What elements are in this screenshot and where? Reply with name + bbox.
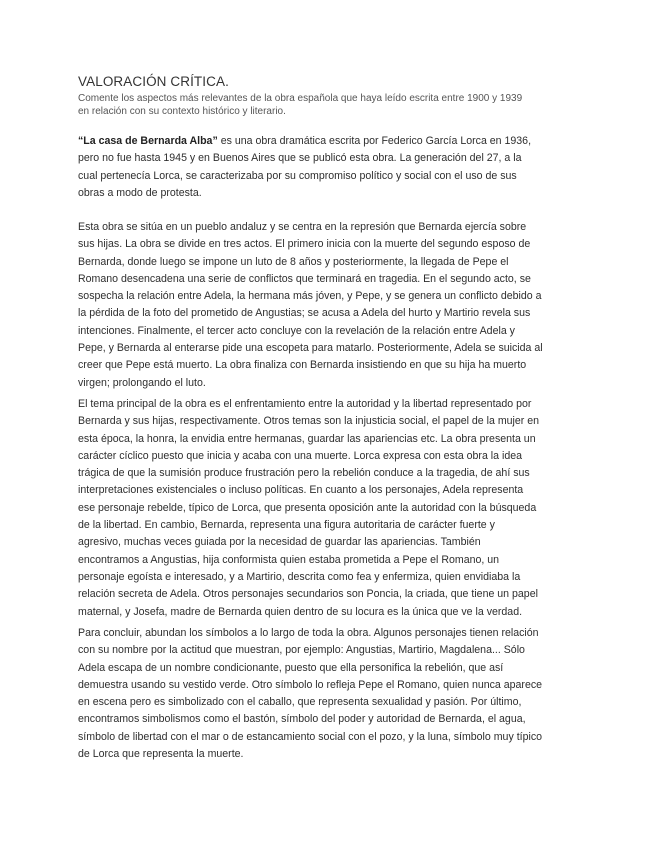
- paragraph-line: encontramos simbolismos como el bastón, símbolo del poder y autoridad de Bernarda, el agua,: [78, 713, 526, 726]
- paragraph-line: El tema principal de la obra es el enfrentamiento entre la autoridad y la libertad representado por: [78, 398, 532, 410]
- paragraph-line: Esta obra se sitúa en un pueblo andaluz y se centra en la represión que Bernarda ejercía sobre: [78, 221, 527, 233]
- paragraph-line: obras a modo de protesta.: [78, 186, 202, 199]
- paragraph-line: en escena pero es simbolizado con el caballo, que representa sexualidad y pasión. Por último,: [78, 696, 522, 709]
- paragraph-line: virgen; prolongando el luto.: [78, 376, 206, 389]
- paragraph-line: Para concluir, abundan los símbolos a lo largo de toda la obra. Algunos personajes tienen relación: [78, 627, 539, 639]
- paragraph-line: la pérdida de la foto del prometido de Angustias; se acusa a Adela del hurto y Martirio revela sus: [78, 307, 531, 320]
- paragraph-line: creer que Pepe está muerto. La obra finaliza con Bernarda insistiendo en que su hija ha muerto: [78, 359, 527, 372]
- prompt-line: Comente los aspectos más relevantes de la obra española que haya leído escrita entre 1900 y 1939: [78, 93, 523, 104]
- paragraph-conclusion: [78, 625, 598, 763]
- paragraph-line: interpretaciones existenciales o incluso políticas. En cuanto a los personajes, Adela representa: [78, 484, 524, 497]
- paragraph-line: encontramos a Angustias, hija conformista quien estaba prometida a Pepe el Romano, un: [78, 553, 500, 566]
- paragraph-plot: [78, 219, 598, 392]
- paragraph-line: esta época, la honra, la envidia entre hermanas, guardar las apariencias etc. La obra presenta un: [78, 432, 536, 445]
- paragraph-line: relación secreta de Adela. Otros personajes secundarios son Poncia, la criada, que tiene un papel: [78, 588, 538, 601]
- paragraph-line: Romano desencadena una serie de conflictos que terminará en tragedia. En el segundo acto, se: [78, 272, 531, 285]
- paragraph-line: sus hijas. La obra se divide en tres actos. El primero inicia con la muerte del segundo esposo de: [78, 238, 531, 251]
- question-prompt: [78, 92, 522, 118]
- paragraph-line: [78, 133, 598, 150]
- paragraph-line: Bernarda, donde luego se impone un luto de 8 años y posteriormente, la llegada de Pepe el: [78, 255, 509, 268]
- paragraph-line: de la libertad. En cambio, Bernarda, representa una figura autoritaria de carácter fuerte y: [78, 519, 495, 532]
- paragraph-line: símbolo de libertad con el mar o de estancamiento social con el pozo, y la luna, símbolo muy típico: [78, 730, 543, 743]
- line-text: es una obra dramática escrita por Federico García Lorca en 1936,: [217, 135, 532, 147]
- paragraph-line: carácter cíclico puesto que inicia y acaba con una muerte. Lorca expresa con esta obra la idea: [78, 449, 523, 462]
- paragraph-line: cual pertenecía Lorca, se caracterizaba por su compromiso político y social con el uso de sus: [78, 169, 517, 182]
- paragraph-line: Bernarda y sus hijas, respectivamente. Otros temas son la injusticia social, el papel de la mujer en: [78, 415, 540, 428]
- paragraph-line: intenciones. Finalmente, el tercer acto concluye con la revelación de la relación entre Adela y: [78, 324, 515, 337]
- work-title: “La casa de Bernarda Alba”: [78, 135, 218, 147]
- paragraph-line: maternal, y Josefa, madre de Bernarda quien dentro de su locura es la única que ve la verdad.: [78, 605, 523, 618]
- paragraph-line: personaje egoísta e interesado, y a Martirio, descrita como fea y enfermiza, quien envidiaba la: [78, 570, 521, 583]
- paragraph-line: sospecha la relación entre Adela, la hermana más jóven, y Pepe, y se genera un conflicto debido a: [78, 290, 542, 303]
- paragraph-line: trágica de que la sumisión produce frustración pero la rebelión conduce a la tragedia, de ahí sus: [78, 467, 530, 480]
- paragraph-themes: [78, 396, 598, 621]
- paragraph-line: agresivo, muchas veces guiada por la necesidad de guardar las apariencias. También: [78, 536, 481, 549]
- paragraph-line: ese personaje rebelde, típico de Lorca, que presenta oposición ante la autoridad con la búsqueda: [78, 501, 537, 514]
- paragraph-line: demuestra usando su vestido verde. Otro símbolo lo refleja Pepe el Romano, quien nunca aparece: [78, 678, 543, 691]
- paragraph-line: de Lorca que representa la muerte.: [78, 748, 244, 761]
- document-title: VALORACIÓN CRÍTICA.: [78, 74, 229, 89]
- paragraph-line: Pepe, y Bernarda al enterarse pide una escopeta para matarlo. Posteriormente, Adela se suicida al: [78, 342, 543, 355]
- paragraph-line: con su nombre por la actitud que muestran, por ejemplo: Angustias, Martirio, Magdalena... Sólo: [78, 644, 525, 657]
- prompt-line: en relación con su contexto histórico y literario.: [78, 106, 286, 117]
- paragraph-introduction: [78, 133, 598, 202]
- paragraph-line: Adela escapa de un nombre condicionante, puesto que ella personifica la rebelión, que así: [78, 661, 504, 674]
- paragraph-line: pero no fue hasta 1945 y en Buenos Aires que se publicó esta obra. La generación del 27, a la: [78, 152, 522, 165]
